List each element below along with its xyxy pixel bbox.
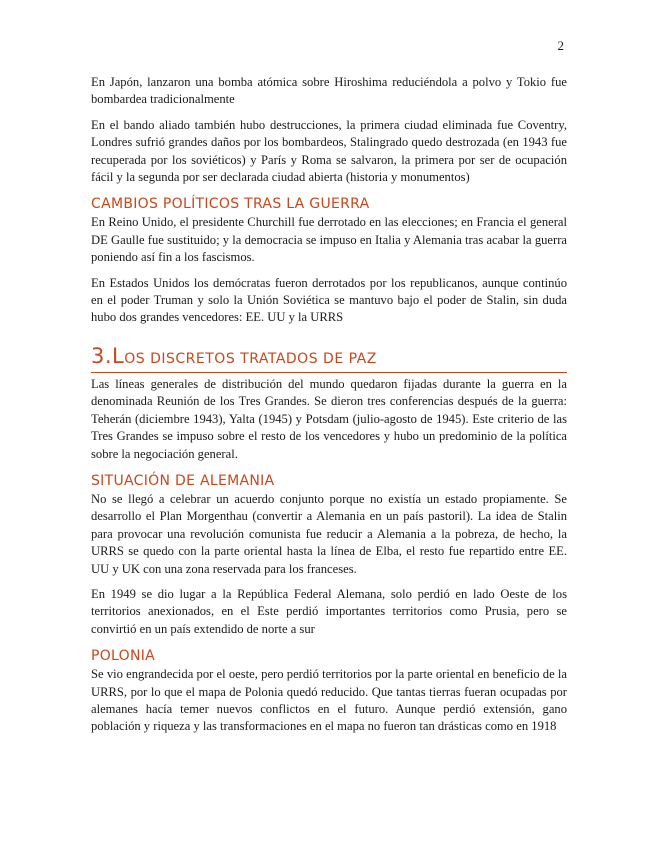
heading-peace-treaties <box>91 345 567 373</box>
paragraph-three-greats: Las líneas generales de distribución del mundo quedaron fijadas durante la guerra en la denominada Reunión de los Tres Grandes. Se dieron tres conferencias después de la guerra: Teherán (diciembre 1943), Yalta (1945) y Potsdam (julio-agosto de 1945). Este criterio de las Tres Grandes se impuso sobre el resto de los vencedores y hubo un predominio de la política sobre la negociación general. <box>91 376 567 461</box>
heading-title: OS DISCRETOS TRATADOS DE PAZ <box>124 350 377 367</box>
page-number: 2 <box>557 38 564 53</box>
heading-poland: POLONIA <box>91 648 156 665</box>
paragraph-federal-republic: En 1949 se dio lugar a la República Federal Alemana, solo perdió en lado Oeste de los territorios anexionados, en el Este perdió importantes territorios como Prusia, pero se convirtió en un país extendido de norte a sur <box>91 586 567 636</box>
heading-number: 3.L <box>91 343 125 368</box>
paragraph-japan: En Japón, lanzaron una bomba atómica sobre Hiroshima reduciéndola a polvo y Tokio fue bombardea tradicionalmente <box>91 75 567 107</box>
paragraph-us-politics: En Estados Unidos los demócratas fueron derrotados por los republicanos, aunque continúo en el poder Truman y solo la Unión Soviética se mantuvo bajo el poder de Stalin, sin duda hubo dos grandes vencedores: EE. UU y la URRS <box>91 275 567 325</box>
paragraph-allied-destruction: En el bando aliado también hubo destrucciones, la primera ciudad eliminada fue Coventry, Londres sufrió grandes daños por los bombardeos, Stalingrado quedo destrozada (en 1943 fue recuperada por los soviéticos) y París y Roma se salvaron, la primera por ser de ocupación fácil y la segunda por ser declarada ciudad abierta (historia y monumentos) <box>91 117 567 185</box>
heading-germany: SITUACIÓN DE ALEMANIA <box>91 472 275 489</box>
paragraph-poland: Se vio engrandecida por el oeste, pero perdió territorios por la parte oriental en beneficio de la URRS, por lo que el mapa de Polonia quedó reducido. Que tantas tierras fueran ocupadas por alemanes hacía temer nuevos conflictos en el futuro. Aunque perdió extensión, gano población y riqueza y las transformaciones en el mapa no fueron tan drásticas como en 1918 <box>91 667 567 734</box>
heading-political-changes: CAMBIOS POLÍTICOS TRAS LA GUERRA <box>91 196 370 213</box>
paragraph-germany-division: No se llegó a celebrar un acuerdo conjunto porque no existía un estado propiamente. Se desarrollo el Plan Morgenthau (convertir a Alemania en un país pastoril). La idea de Stalin para provocar una revolución comunista fue reducir a Alemania a la pobreza, de hecho, la URRS se quedo con la parte oriental hasta la línea de Elba, el resto fue repartido entre EE. UU y UK con una zona reservada para los franceses. <box>91 491 567 576</box>
document-body <box>91 74 567 744</box>
paragraph-europe-politics: En Reino Unido, el presidente Churchill fue derrotado en las elecciones; en Francia el general DE Gaulle fue sustituido; y la democracia se impuso en Italia y Alemania tras acabar la guerra poniendo así fin a los fascismos. <box>91 215 567 265</box>
